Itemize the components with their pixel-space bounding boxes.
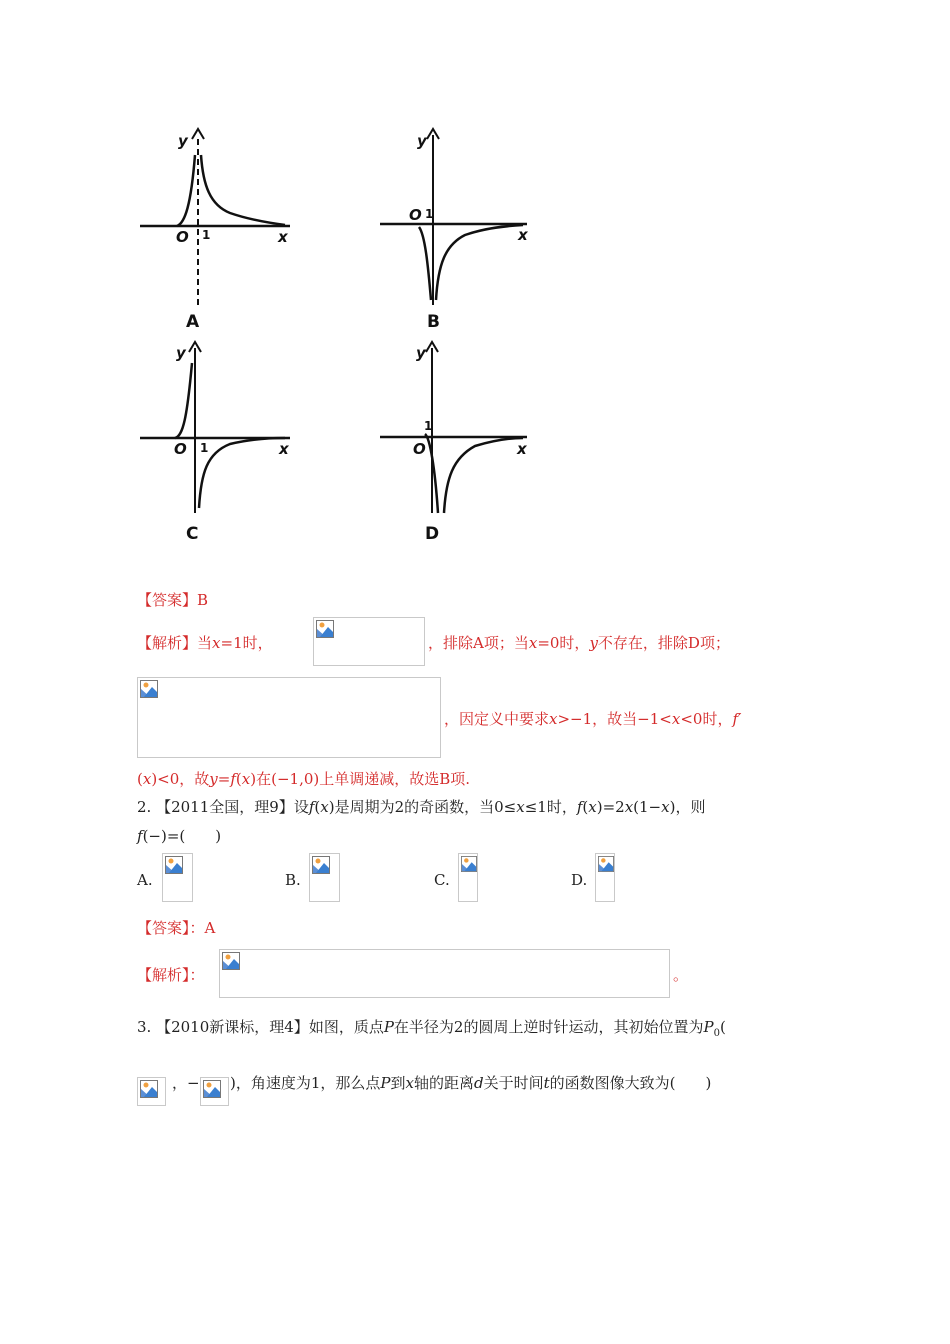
broken-image-icon (222, 952, 240, 970)
q3-question-line-2a: ，− (172, 1074, 200, 1092)
broken-image-icon (165, 856, 183, 874)
graph-a-caption: A (186, 312, 200, 332)
graph-d (375, 338, 545, 528)
broken-image-icon (598, 856, 614, 872)
q2-option-c-image (458, 853, 478, 902)
graph-c-one-label: 1 (200, 441, 209, 455)
broken-image-icon (461, 856, 477, 872)
q2-analysis-image (219, 949, 670, 998)
q1-answer: B (197, 591, 209, 609)
q1-formula-image-1 (313, 617, 425, 666)
q3-question-line-1: 3. 【2010新课标，理4】如图，质点P在半径为2的圆周上逆时针运动，其初始位置为$P_0$( (137, 1018, 726, 1039)
q2-question-line-2: f(−)=( ) (137, 827, 222, 845)
q3-source-tag: 【2010新课标，理4】 (156, 1018, 309, 1036)
q2-option-b-label: B. (285, 871, 301, 889)
graph-b-origin-label: O (409, 206, 422, 224)
q2-source-tag: 【2011全国，理9】 (156, 798, 294, 816)
graph-d-origin-label: O (413, 440, 426, 458)
graph-b (375, 125, 545, 315)
graph-c-caption: C (186, 524, 199, 544)
q2-option-b-image (309, 853, 340, 902)
q1-answer-line (137, 590, 208, 610)
graph-d-x-label: x (517, 440, 527, 458)
q1-analysis-line-1-tail: ，排除A项；当x=0时，y不存在，排除D项； (428, 634, 730, 652)
broken-image-icon (316, 620, 334, 638)
q2-analysis-tag: 【解析】 (137, 966, 190, 984)
q1-analysis-line-3: (x)<0，故y=f(x)在(−1,0)上单调递减，故选B项. (137, 770, 471, 788)
q1-analysis-line-2: ，因定义中要求x>−1，故当−1<x<0时，f′ (444, 710, 742, 728)
graph-a-one-label: 1 (202, 228, 211, 242)
q2-option-a-image (162, 853, 193, 902)
graph-c-y-label: y (176, 344, 186, 362)
q3-question-line-2b: )，角速度为1，那么点P到x轴的距离d关于时间t的函数图像大致为( ) (230, 1074, 712, 1092)
graph-c-origin-label: O (174, 440, 187, 458)
q2-answer: ：A (189, 919, 216, 937)
graph-d-y-label: y (416, 344, 426, 362)
broken-image-icon (312, 856, 330, 874)
q2-option-a-label: A. (137, 871, 153, 889)
q2-question-line-1: 2. 【2011全国，理9】设f(x)是周期为2的奇函数，当0≤x≤1时，f(x)=2x(1−x)，则 (137, 798, 706, 816)
q2-answer-tag: 【答案】 (137, 919, 190, 937)
graph-b-one-label: 1 (425, 207, 434, 221)
q3-number: 3. (137, 1018, 152, 1036)
graph-b-y-label: y (417, 132, 427, 150)
q2-option-c-label: C. (434, 871, 450, 889)
q1-answer-tag: 【答案】 (137, 591, 198, 609)
broken-image-icon (140, 680, 158, 698)
graph-a-y-label: y (178, 132, 188, 150)
q2-number: 2. (137, 798, 152, 816)
q3-coord-image-2 (200, 1077, 229, 1106)
q2-answer-line (137, 918, 215, 938)
graph-c-x-label: x (279, 440, 289, 458)
graph-b-caption: B (427, 312, 440, 332)
graph-a-x-label: x (278, 228, 288, 246)
graph-a-origin-label: O (176, 228, 189, 246)
q1-analysis-line-1: 【解析】当x=1时， (137, 634, 273, 652)
q2-option-d-image (595, 853, 615, 902)
graph-b-x-label: x (518, 226, 528, 244)
q2-analysis-line: 【解析】： (137, 966, 205, 984)
q2-analysis-end: 。 (673, 966, 689, 984)
q2-option-d-label: D. (571, 871, 588, 889)
broken-image-icon (140, 1080, 158, 1098)
q1-formula-image-2 (137, 677, 441, 758)
graph-c (135, 338, 305, 528)
q3-coord-image-1 (137, 1077, 166, 1106)
graph-a (135, 125, 305, 315)
graph-d-caption: D (425, 524, 440, 544)
broken-image-icon (203, 1080, 221, 1098)
graph-d-one-label: 1 (424, 419, 433, 433)
q1-analysis-tag: 【解析】 (137, 634, 198, 652)
